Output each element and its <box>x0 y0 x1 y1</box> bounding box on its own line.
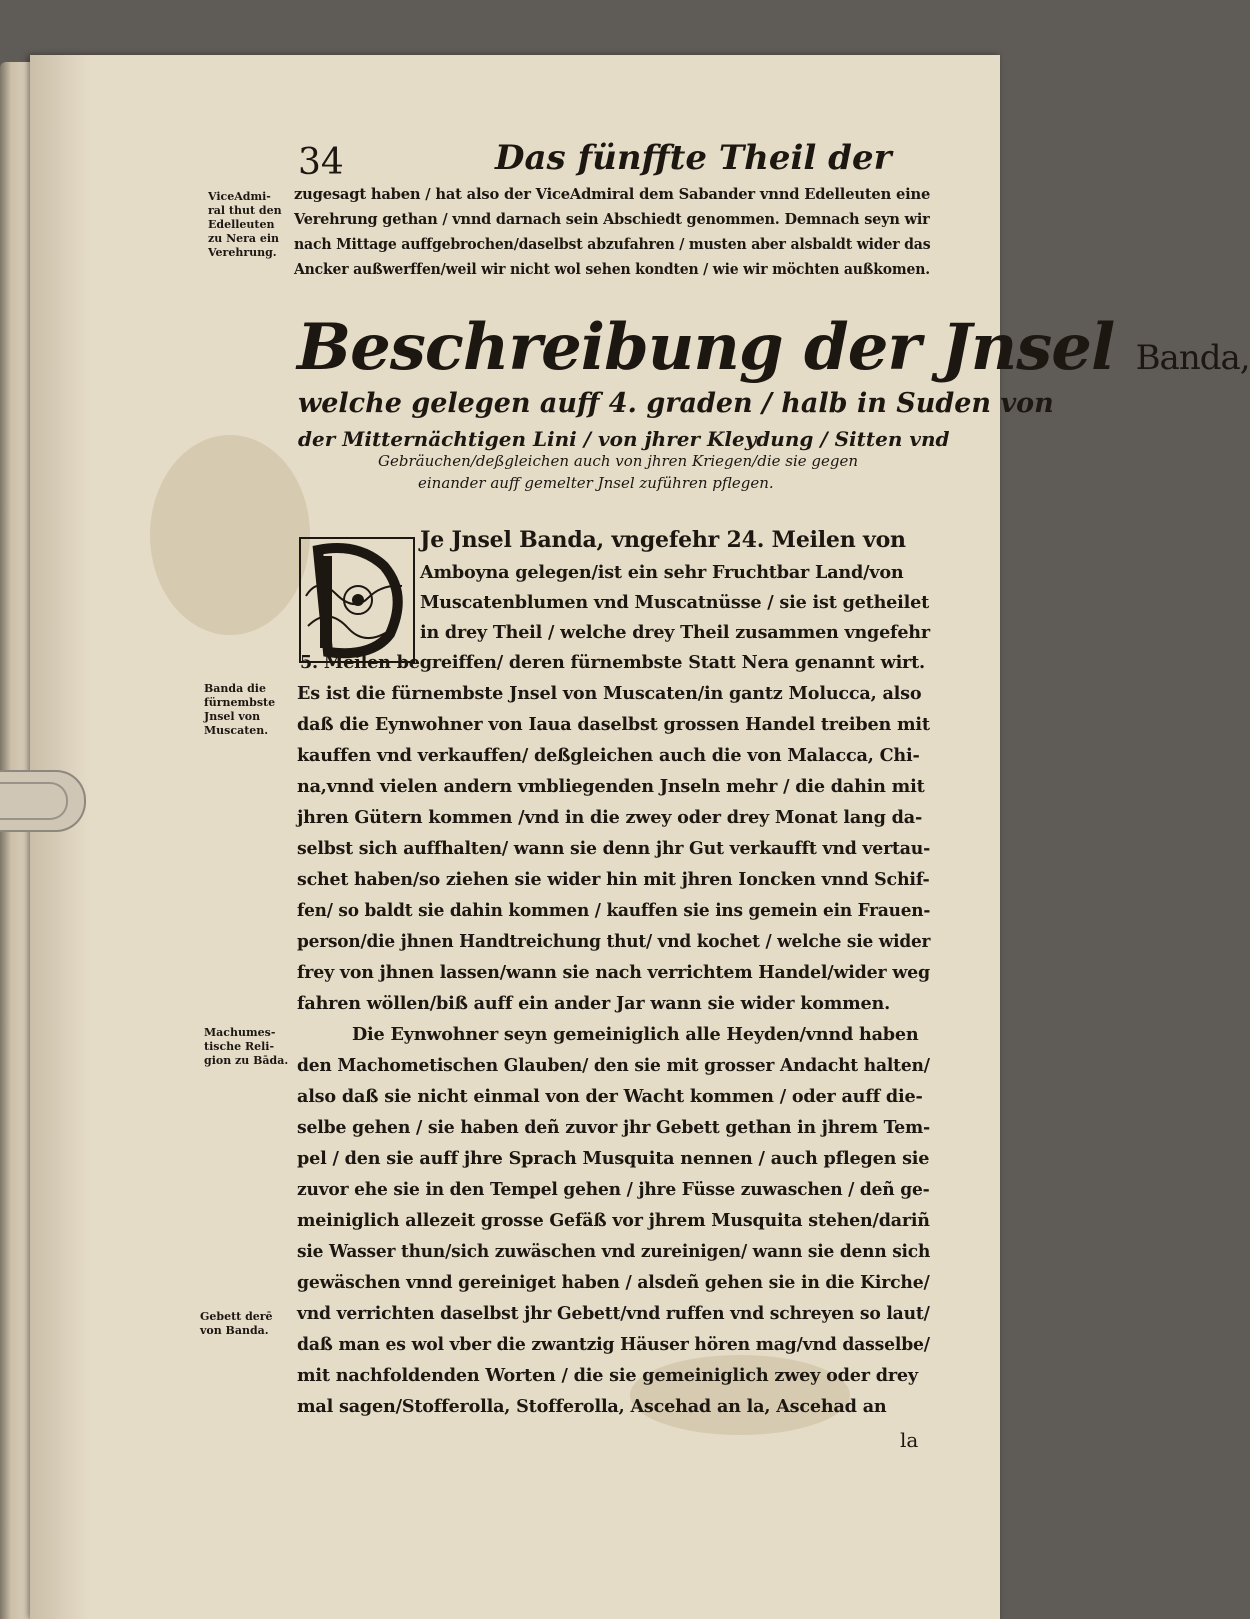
page-number: 34 <box>298 142 344 183</box>
body-line: mal sagen/Stofferolla, Stofferolla, Ascehad an la, Ascehad an <box>297 1396 887 1417</box>
page-clip-loop <box>0 782 68 820</box>
body-line: kauffen vnd verkauffen/ deßgleichen auch die von Malacca, Chi- <box>297 745 920 766</box>
margin-note-line: zu Nera ein <box>208 232 280 245</box>
margin-note-vice-admiral <box>208 190 282 260</box>
margin-note-line: von Banda. <box>200 1324 269 1337</box>
body-line: den Machometischen Glauben/ den sie mit grosser Andacht halten/ <box>297 1055 930 1076</box>
body-line: 5. Meilen begreiffen/ deren fürnembste Statt Nera genannt wirt. <box>300 652 925 673</box>
chapter-subtitle-line: einander auff gemelter Jnsel zuführen pflegen. <box>418 474 774 492</box>
margin-note-line: Muscaten. <box>204 724 269 737</box>
body-line: daß man es wol vber die zwantzig Häuser hören mag/vnd dasselbe/ <box>297 1334 930 1355</box>
body-line: jhren Gütern kommen /vnd in die zwey oder drey Monat lang da- <box>297 807 923 828</box>
margin-note-line: tische Reli- <box>204 1040 275 1053</box>
chapter-title-fraktur: Beschreibung der Jnsel <box>297 310 1115 385</box>
top-paragraph-line: nach Mittage auffgebrochen/daselbst abzufahren / musten aber alsbaldt wider das <box>294 235 931 253</box>
margin-note-line: gion zu Bāda. <box>204 1054 289 1067</box>
decorated-initial-d-icon <box>298 536 416 664</box>
body-line: pel / den sie auff jhre Sprach Musquita nennen / auch pflegen sie <box>297 1148 930 1169</box>
top-paragraph-line: Verehrung gethan / vnnd darnach sein Abschiedt genommen. Demnach seyn wir <box>294 210 930 228</box>
body-line: frey von jhnen lassen/wann sie nach verrichtem Handel/wider weg <box>297 962 930 983</box>
body-line: selbe gehen / sie haben deñ zuvor jhr Gebett gethan in jhrem Tem- <box>297 1117 931 1138</box>
body-line: fahren wöllen/biß auff ein ander Jar wann sie wider kommen. <box>297 993 891 1014</box>
body-line: mit nachfoldenden Worten / die sie gemeiniglich zwey oder drey <box>297 1365 918 1386</box>
margin-note-line: Banda die <box>204 682 266 695</box>
top-paragraph-line: zugesagt haben / hat also der ViceAdmiral dem Sabander vnnd Edelleuten eine <box>294 185 931 203</box>
body-line: selbst sich auffhalten/ wann sie denn jhr Gut verkaufft vnd vertau- <box>297 838 931 859</box>
body-line: vnd verrichten daselbst jhr Gebett/vnd ruffen vnd schreyen so laut/ <box>297 1303 930 1324</box>
margin-note-line: ral thut den <box>208 204 282 217</box>
body-line: Je Jnsel Banda, vngefehr 24. Meilen von <box>420 527 906 553</box>
catchword: la <box>900 1428 919 1452</box>
running-head: Das fünffte Theil der <box>495 138 892 178</box>
margin-note-religion <box>204 1026 288 1068</box>
margin-note-line: Verehrung. <box>208 246 277 259</box>
margin-note-line: Machumes- <box>204 1026 276 1039</box>
body-line: gewäschen vnnd gereiniget haben / alsdeñ gehen sie in die Kirche/ <box>297 1272 930 1293</box>
top-paragraph-line: Ancker außwerffen/weil wir nicht wol sehen kondten / wie wir möchten außkomen. <box>294 260 930 278</box>
body-line: meiniglich allezeit grosse Gefäß vor jhrem Musquita stehen/dariñ <box>297 1210 930 1231</box>
body-line: daß die Eynwohner von Iaua daselbst grossen Handel treiben mit <box>297 714 930 735</box>
margin-note-prayer <box>200 1310 273 1338</box>
body-line: na,vnnd vielen andern vmbliegenden Jnseln mehr / die dahin mit <box>297 776 925 797</box>
paper-stain <box>150 435 310 635</box>
body-line: person/die jhnen Handtreichung thut/ vnd kochet / welche sie wider <box>297 931 931 952</box>
body-line: Amboyna gelegen/ist ein sehr Fruchtbar Land/von <box>420 562 904 583</box>
body-line: also daß sie nicht einmal von der Wacht kommen / oder auff die- <box>297 1086 923 1107</box>
body-line: sie Wasser thun/sich zuwäschen vnd zureinigen/ wann sie denn sich <box>297 1241 931 1262</box>
margin-note-line: Gebett derē <box>200 1310 273 1323</box>
margin-note-line: ViceAdmi- <box>208 190 271 203</box>
margin-note-line: Edelleuten <box>208 218 275 231</box>
chapter-subtitle-line: welche gelegen auff 4. graden / halb in Suden von <box>298 388 1054 419</box>
body-line: Muscatenblumen vnd Muscatnüsse / sie ist getheilet <box>420 592 930 613</box>
chapter-title <box>297 310 1250 385</box>
body-line: zuvor ehe sie in den Tempel gehen / jhre Füsse zuwaschen / deñ ge- <box>297 1179 930 1200</box>
body-line: schet haben/so ziehen sie wider hin mit jhren Ioncken vnnd Schif- <box>297 869 930 890</box>
margin-note-banda <box>204 682 275 738</box>
chapter-subtitle-line: der Mitternächtigen Lini / von jhrer Kleydung / Sitten vnd <box>298 427 950 451</box>
body-line: fen/ so baldt sie dahin kommen / kauffen sie ins gemein ein Frauen- <box>297 900 931 921</box>
body-line: Es ist die fürnembste Jnsel von Muscaten/in gantz Molucca, also <box>297 683 922 704</box>
chapter-title-roman: Banda, <box>1135 338 1250 378</box>
body-line: Die Eynwohner seyn gemeiniglich alle Heyden/vnnd haben <box>352 1024 919 1045</box>
margin-note-line: fürnembste <box>204 696 276 709</box>
margin-note-line: Jnsel von <box>204 710 261 723</box>
body-line: in drey Theil / welche drey Theil zusammen vngefehr <box>420 622 930 643</box>
chapter-subtitle-line: Gebräuchen/deßgleichen auch von jhren Kriegen/die sie gegen <box>378 452 859 470</box>
